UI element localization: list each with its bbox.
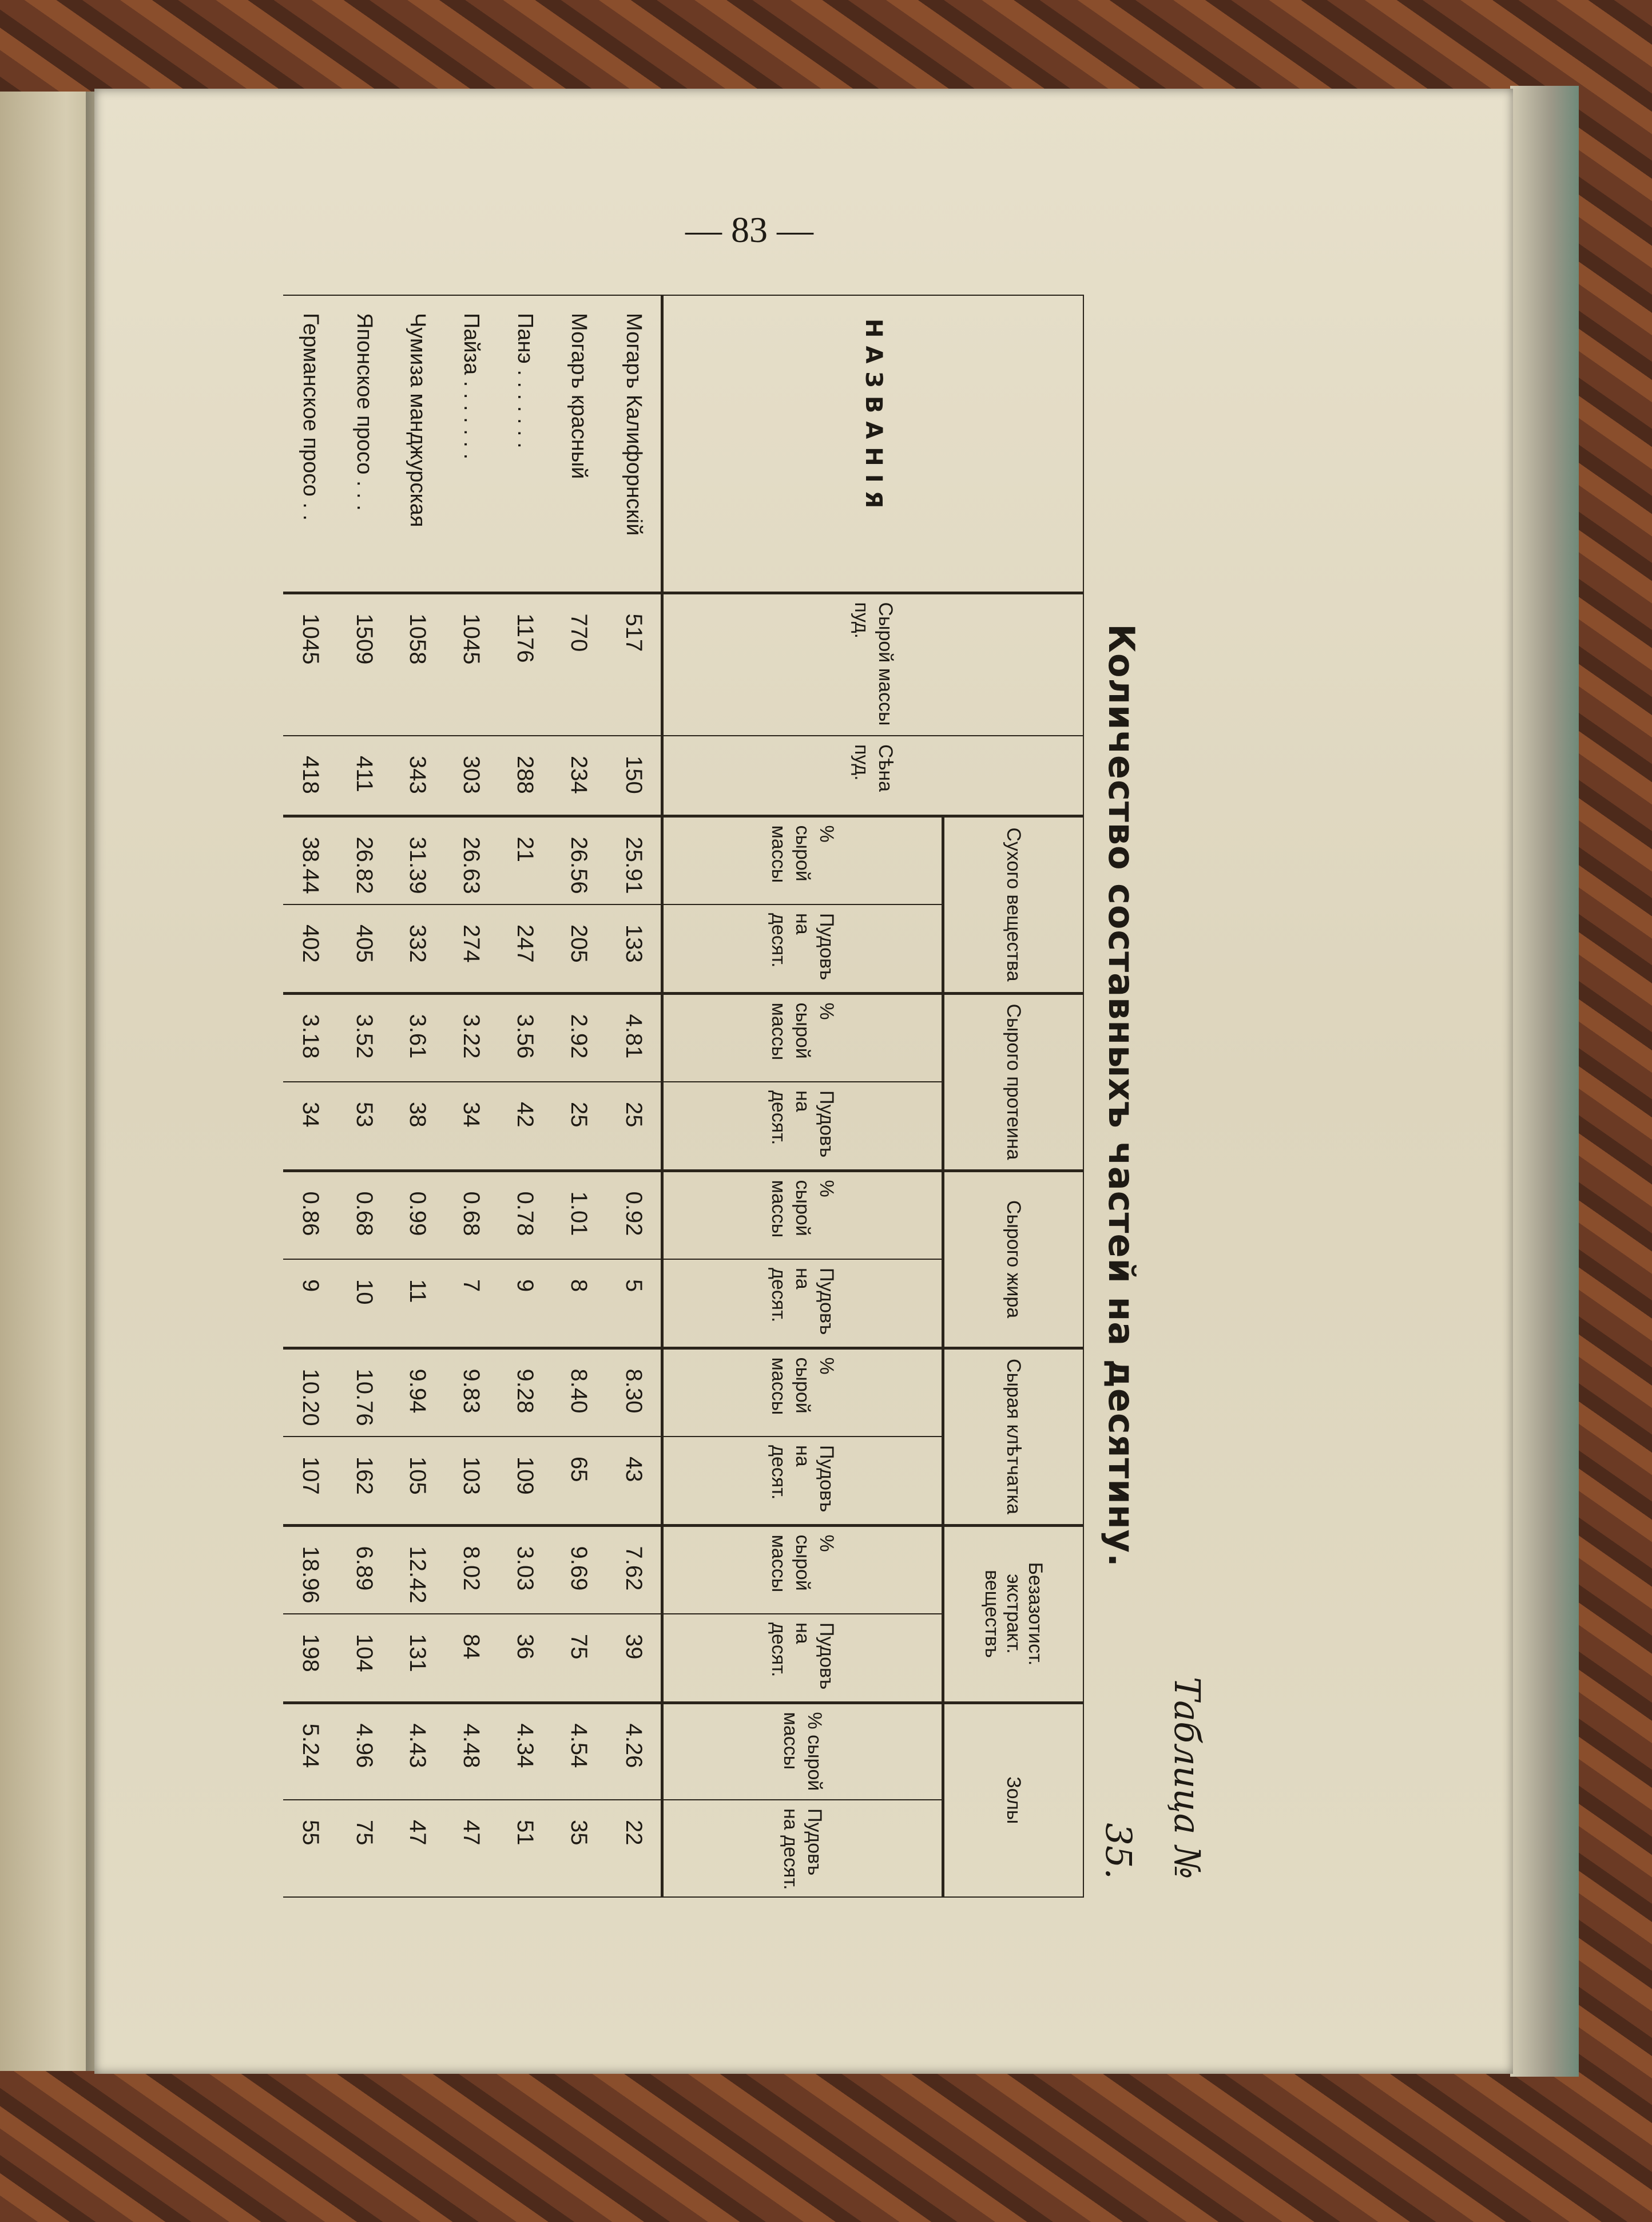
cell-poods: 53 (337, 1082, 391, 1170)
table-row (606, 295, 662, 1897)
cell-pct: 9.69 (552, 1525, 606, 1614)
table-body (283, 295, 662, 1897)
cell-hay: 288 (498, 736, 552, 816)
cell-pct: 8.02 (444, 1525, 498, 1614)
cell-pct: 3.52 (337, 993, 391, 1082)
cell-raw-mass: 1058 (391, 593, 444, 736)
cell-poods: 5 (606, 1259, 662, 1348)
cell-pct: 10.20 (283, 1348, 337, 1437)
cell-pct: 10.76 (337, 1348, 391, 1437)
cell-pct: 26.56 (552, 816, 606, 904)
cell-pct: 2.92 (552, 993, 606, 1082)
cell-pct: 4.26 (606, 1703, 662, 1800)
cell-poods: 75 (552, 1614, 606, 1703)
cell-raw-mass: 517 (606, 593, 662, 736)
header-group-fat: Сырого жира (943, 1170, 1083, 1348)
cell-poods: 65 (552, 1437, 606, 1525)
cell-poods: 198 (283, 1614, 337, 1703)
cell-poods: 7 (444, 1259, 498, 1348)
cell-poods: 22 (606, 1800, 662, 1897)
cell-poods: 274 (444, 904, 498, 993)
cell-raw-mass: 1509 (337, 593, 391, 736)
header-pct: % сырой массы (662, 1525, 943, 1614)
right-page-edge (1510, 86, 1579, 2077)
cell-poods: 51 (498, 1800, 552, 1897)
cell-hay: 418 (283, 736, 337, 816)
cell-poods: 402 (283, 904, 337, 993)
cell-hay: 234 (552, 736, 606, 816)
table-caption: Таблица № 35. (1098, 1676, 1208, 1879)
cell-pct: 3.03 (498, 1525, 552, 1614)
cell-poods: 103 (444, 1437, 498, 1525)
cell-pct: 26.82 (337, 816, 391, 904)
table-row (283, 295, 337, 1897)
row-name: Панэ . . . . . . . (498, 295, 552, 593)
cell-poods: 47 (444, 1800, 498, 1897)
table-row (498, 295, 552, 1897)
header-pct: % сырой массы (662, 816, 943, 904)
cell-poods: 9 (498, 1259, 552, 1348)
row-name: Германское просо . . (283, 295, 337, 593)
header-group-fiber: Сырая клѣтчатка (943, 1348, 1083, 1525)
cell-poods: 11 (391, 1259, 444, 1348)
table-row (444, 295, 498, 1897)
cell-pct: 25.91 (606, 816, 662, 904)
cell-poods: 25 (606, 1082, 662, 1170)
cell-poods: 205 (552, 904, 606, 993)
cell-poods: 34 (444, 1082, 498, 1170)
cell-pct: 3.56 (498, 993, 552, 1082)
cell-poods: 133 (606, 904, 662, 993)
cell-poods: 84 (444, 1614, 498, 1703)
cell-pct: 9.83 (444, 1348, 498, 1437)
header-poods: Пудовъ на десят. (662, 1800, 943, 1897)
rotated-table-block (283, 295, 1221, 1896)
header-group-ash: Золы (943, 1703, 1083, 1897)
row-name: Японское просо . . . (337, 295, 391, 593)
header-pct: % сырой массы (662, 1348, 943, 1437)
cell-pct: 0.78 (498, 1170, 552, 1259)
cell-pct: 9.28 (498, 1348, 552, 1437)
cell-pct: 4.81 (606, 993, 662, 1082)
cell-pct: 4.54 (552, 1703, 606, 1800)
header-group-dry-matter: Сухого вещества (943, 816, 1083, 993)
cell-poods: 405 (337, 904, 391, 993)
table-row (552, 295, 606, 1897)
cell-poods: 109 (498, 1437, 552, 1525)
cell-pct: 0.92 (606, 1170, 662, 1259)
cell-poods: 25 (552, 1082, 606, 1170)
cell-pct: 8.30 (606, 1348, 662, 1437)
cell-poods: 34 (283, 1082, 337, 1170)
header-poods: Пудовъ на десят. (662, 1082, 943, 1170)
header-poods: Пудовъ на десят. (662, 904, 943, 993)
table-container (283, 295, 1084, 1896)
cell-poods: 35 (552, 1800, 606, 1897)
header-pct: % сырой массы (662, 1703, 943, 1800)
header-raw-mass: Сырой массы пуд. (662, 593, 1083, 736)
cell-pct: 4.43 (391, 1703, 444, 1800)
cell-poods: 104 (337, 1614, 391, 1703)
cell-poods: 75 (337, 1800, 391, 1897)
cell-pct: 3.61 (391, 993, 444, 1082)
cell-poods: 38 (391, 1082, 444, 1170)
cell-poods: 247 (498, 904, 552, 993)
cell-pct: 0.68 (444, 1170, 498, 1259)
cell-hay: 303 (444, 736, 498, 816)
cell-pct: 9.94 (391, 1348, 444, 1437)
cell-hay: 411 (337, 736, 391, 816)
row-name: Пайза . . . . . . . (444, 295, 498, 593)
cell-poods: 43 (606, 1437, 662, 1525)
header-names: НАЗВАНIЯ (662, 295, 1083, 593)
header-groups-row (943, 295, 1083, 1897)
cell-pct: 31.39 (391, 816, 444, 904)
cell-pct: 0.99 (391, 1170, 444, 1259)
cell-pct: 1.01 (552, 1170, 606, 1259)
cell-pct: 26.63 (444, 816, 498, 904)
page-number: — 83 — (685, 209, 813, 250)
header-hay: Сѣна пуд. (662, 736, 1083, 816)
header-poods: Пудовъ на десят. (662, 1437, 943, 1525)
row-name: Могаръ Калифорнскiй (606, 295, 662, 593)
cell-hay: 150 (606, 736, 662, 816)
cell-poods: 42 (498, 1082, 552, 1170)
cell-pct: 3.22 (444, 993, 498, 1082)
cell-pct: 5.24 (283, 1703, 337, 1800)
table-row (337, 295, 391, 1897)
header-poods: Пудовъ на десят. (662, 1614, 943, 1703)
row-name: Чумиза манджурская (391, 295, 444, 593)
table-row (391, 295, 444, 1897)
cell-poods: 9 (283, 1259, 337, 1348)
cell-poods: 55 (283, 1800, 337, 1897)
cell-poods: 8 (552, 1259, 606, 1348)
composition-table (283, 295, 1084, 1898)
cell-pct: 38.44 (283, 816, 337, 904)
cell-poods: 39 (606, 1614, 662, 1703)
cell-pct: 0.68 (337, 1170, 391, 1259)
cell-raw-mass: 770 (552, 593, 606, 736)
cell-poods: 131 (391, 1614, 444, 1703)
cell-pct: 3.18 (283, 993, 337, 1082)
table-title: Количество составныхъ частей на десятину. (1101, 624, 1142, 1568)
cell-hay: 343 (391, 736, 444, 816)
cell-pct: 0.86 (283, 1170, 337, 1259)
cell-pct: 21 (498, 816, 552, 904)
header-group-protein: Сырого протеина (943, 993, 1083, 1170)
cell-pct: 18.96 (283, 1525, 337, 1614)
left-page-edge (0, 92, 94, 2071)
cell-raw-mass: 1045 (444, 593, 498, 736)
cell-poods: 162 (337, 1437, 391, 1525)
cell-poods: 36 (498, 1614, 552, 1703)
cell-pct: 7.62 (606, 1525, 662, 1614)
cell-poods: 10 (337, 1259, 391, 1348)
cell-pct: 8.40 (552, 1348, 606, 1437)
cell-pct: 4.48 (444, 1703, 498, 1800)
cell-poods: 332 (391, 904, 444, 993)
cell-poods: 105 (391, 1437, 444, 1525)
cell-pct: 12.42 (391, 1525, 444, 1614)
cell-pct: 4.34 (498, 1703, 552, 1800)
header-pct: % сырой массы (662, 1170, 943, 1259)
cell-poods: 107 (283, 1437, 337, 1525)
row-name: Могаръ красный (552, 295, 606, 593)
cell-poods: 47 (391, 1800, 444, 1897)
cell-pct: 6.89 (337, 1525, 391, 1614)
cell-raw-mass: 1045 (283, 593, 337, 736)
header-pct: % сырой массы (662, 993, 943, 1082)
cell-pct: 4.96 (337, 1703, 391, 1800)
header-poods: Пудовъ на десят. (662, 1259, 943, 1348)
cell-raw-mass: 1176 (498, 593, 552, 736)
header-group-extract: Безазотист. экстракт. веществъ (943, 1525, 1083, 1703)
